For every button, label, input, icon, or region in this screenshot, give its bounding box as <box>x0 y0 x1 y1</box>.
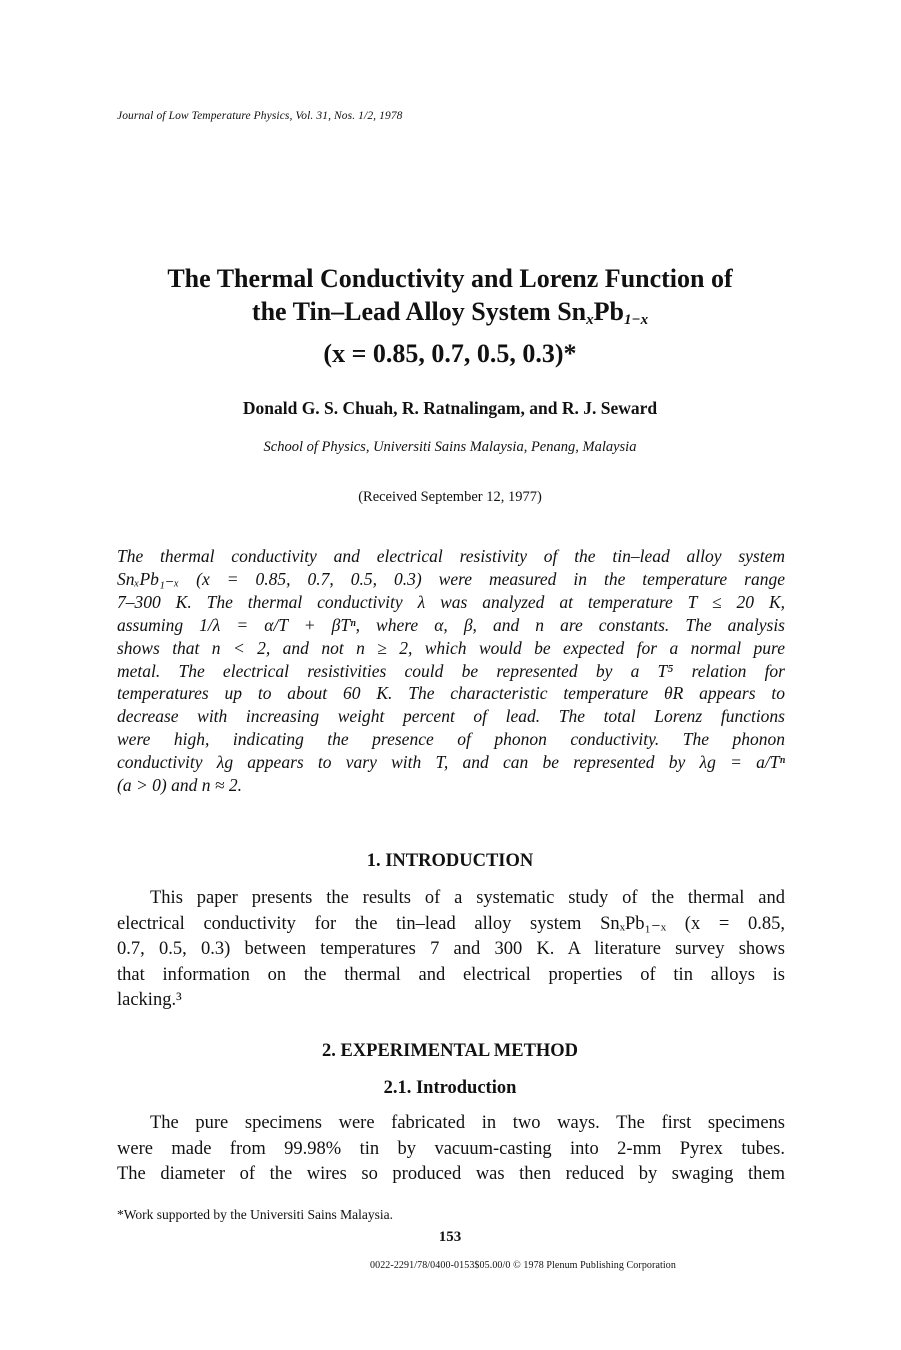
title-line-2-pb: Pb <box>593 297 624 326</box>
paragraph-line: 0.7, 0.5, 0.3) between temperatures 7 and 300 K. A literature survey shows <box>117 939 785 960</box>
abstract-line: metal. The electrical resistivities could be represented by a T⁵ relation for <box>117 660 785 681</box>
abstract-line: decrease with increasing weight percent of lead. The total Lorenz functions <box>117 706 785 727</box>
abstract-line: assuming 1/λ = α/T + βTⁿ, where α, β, and n are constants. The analysis <box>117 614 785 635</box>
paragraph-line: The pure specimens were fabricated in two ways. The first specimens <box>150 1113 785 1133</box>
authors: Donald G. S. Chuah, R. Ratnalingam, and R. J. Seward <box>242 398 658 418</box>
paragraph-line: This paper presents the results of a systematic study of the thermal and <box>150 888 785 908</box>
received-date: (Received September 12, 1977) <box>358 489 542 505</box>
experimental-paragraph <box>117 1111 785 1188</box>
paragraph-line: were made from 99.98% tin by vacuum-casting into 2-mm Pyrex tubes. <box>117 1138 785 1159</box>
abstract-line: (a > 0) and n ≈ 2. <box>117 775 242 796</box>
section-heading-introduction: 1. INTRODUCTION <box>366 851 534 871</box>
paper-title <box>100 262 800 370</box>
copyright-line: 0022-2291/78/0400-0153$05.00/0 © 1978 Plenum Publishing Corporation <box>370 1260 676 1271</box>
page-number: 153 <box>438 1229 462 1245</box>
section-heading-experimental-method: 2. EXPERIMENTAL METHOD <box>321 1041 579 1061</box>
title-line-2 <box>100 295 800 337</box>
journal-citation: Journal of Low Temperature Physics, Vol. 31, Nos. 1/2, 1978 <box>117 110 403 122</box>
introduction-paragraph <box>117 886 785 1014</box>
title-line-2-text: the Tin–Lead Alloy System Sn <box>251 297 587 326</box>
affiliation: School of Physics, Universiti Sains Malaysia, Penang, Malaysia <box>263 439 637 455</box>
title-subscript-x: x <box>586 312 594 328</box>
abstract-line: The thermal conductivity and electrical resistivity of the tin–lead alloy system <box>117 546 785 566</box>
footnote: *Work supported by the Universiti Sains Malaysia. <box>117 1207 393 1222</box>
abstract <box>117 545 785 797</box>
abstract-line: conductivity λg appears to vary with T, and can be represented by λg = a/Tⁿ <box>117 752 785 773</box>
abstract-line: temperatures up to about 60 K. The characteristic temperature θR appears to <box>117 683 785 704</box>
paragraph-line: lacking.³ <box>117 990 182 1011</box>
abstract-line: 7–300 K. The thermal conductivity λ was analyzed at temperature T ≤ 20 K, <box>117 591 785 612</box>
title-line-3: (x = 0.85, 0.7, 0.5, 0.3)* <box>323 339 577 368</box>
abstract-line: were high, indicating the presence of phonon conductivity. The phonon <box>117 729 785 750</box>
paragraph-line: that information on the thermal and electrical properties of tin alloys is <box>117 964 785 985</box>
abstract-line: shows that n < 2, and not n ≥ 2, which would be expected for a normal pure <box>117 637 785 658</box>
title-subscript-1-x: 1−x <box>623 312 649 328</box>
abstract-line: SnₓPb₁₋ₓ (x = 0.85, 0.7, 0.5, 0.3) were measured in the temperature range <box>117 568 785 589</box>
paragraph-line: electrical conductivity for the tin–lead alloy system SnₓPb₁₋ₓ (x = 0.85, <box>117 913 785 934</box>
paragraph-line: The diameter of the wires so produced was then reduced by swaging them <box>117 1164 785 1185</box>
subsection-heading-introduction: 2.1. Introduction <box>383 1078 517 1098</box>
title-line-1: The Thermal Conductivity and Lorenz Function of <box>167 264 733 293</box>
